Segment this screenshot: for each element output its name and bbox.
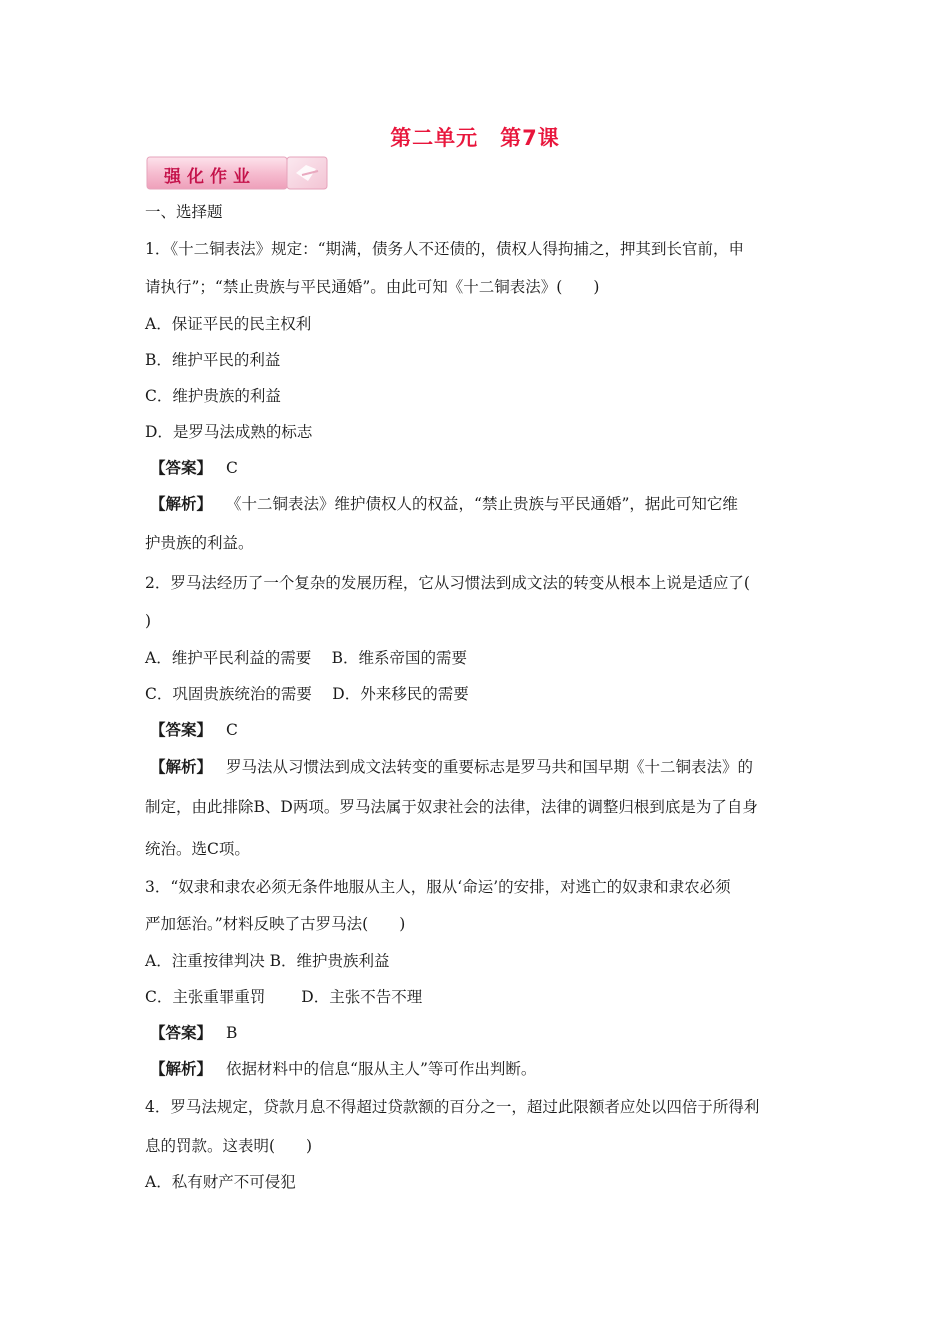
answer-label: 【答案】 — [150, 458, 213, 477]
explanation-label: 【解析】 — [150, 494, 213, 513]
q1-explanation-text: 《十二铜表法》维护债权人的权益，“禁止贵族与平民通婚”，据此可知它维 — [226, 495, 738, 513]
q3-options-ab: A．注重按律判决 B．维护贵族利益 — [145, 952, 390, 970]
q1-answer-value: C — [226, 459, 238, 477]
q3-answer-value: B — [226, 1024, 238, 1042]
q3-options-cd: C．主张重罪重罚 D．主张不告不理 — [145, 988, 423, 1006]
answer-label: 【答案】 — [150, 720, 213, 739]
q4-stem-line1: 4．罗马法规定，贷款月息不得超过贷款额的百分之一，超过此限额者应处以四倍于所得利 — [145, 1098, 760, 1116]
q2-stem-line1: 2．罗马法经历了一个复杂的发展历程，它从习惯法到成文法的转变从根本上说是适应了( — [145, 574, 750, 592]
q2-options-ab: A．维护平民利益的需要 B．维系帝国的需要 — [145, 649, 468, 667]
q3-stem-line2: 严加惩治。”材料反映了古罗马法( ) — [145, 915, 406, 933]
q2-explanation-text: 罗马法从习惯法到成文法转变的重要标志是罗马共和国早期《十二铜表法》的 — [226, 758, 754, 776]
q1-explanation-line2: 护贵族的利益。 — [145, 534, 254, 552]
q3-explanation-line1 — [150, 1059, 536, 1079]
q2-explanation-line3: 统治。选C项。 — [145, 840, 250, 858]
q1-option-a: A．保证平民的民主权利 — [145, 315, 312, 333]
q3-stem-line1: 3．“奴隶和隶农必须无条件地服从主人，服从‘命运’的安排，对逃亡的奴隶和隶农必须 — [145, 878, 731, 896]
q2-stem-line2: ) — [145, 612, 152, 630]
q2-answer-value: C — [226, 721, 238, 739]
q2-answer — [150, 720, 238, 740]
q2-options-cd: C．巩固贵族统治的需要 D．外来移民的需要 — [145, 685, 469, 703]
answer-label: 【答案】 — [150, 1023, 213, 1042]
q3-explanation-text: 依据材料中的信息“服从主人”等可作出判断。 — [226, 1060, 537, 1078]
explanation-label: 【解析】 — [150, 757, 213, 776]
explanation-label: 【解析】 — [150, 1059, 213, 1078]
q1-stem-line2: 请执行”；“禁止贵族与平民通婚”。由此可知《十二铜表法》( ) — [145, 278, 600, 296]
q4-option-a: A．私有财产不可侵犯 — [145, 1173, 296, 1191]
section-heading: 一、选择题 — [145, 203, 223, 221]
page-title: 第二单元 第7课 — [390, 126, 560, 150]
q1-option-c: C．维护贵族的利益 — [145, 387, 281, 405]
q2-explanation-line2: 制定，由此排除B、D两项。罗马法属于奴隶社会的法律，法律的调整归根到底是为了自身 — [145, 798, 758, 816]
q3-answer — [150, 1023, 237, 1043]
q1-option-d: D．是罗马法成熟的标志 — [145, 423, 313, 441]
q1-stem-line1: 1．《十二铜表法》规定：“期满，债务人不还债的，债权人得拘捕之，押其到长官前，申 — [145, 240, 745, 258]
q2-explanation-line1 — [150, 757, 753, 777]
q1-explanation-line1 — [150, 494, 738, 514]
section-banner — [146, 155, 328, 191]
q1-answer — [150, 458, 238, 478]
q1-option-b: B．维护平民的利益 — [145, 351, 281, 369]
q4-stem-line2: 息的罚款。这表明( ) — [145, 1137, 313, 1155]
banner-label: 强化作业 — [164, 167, 256, 187]
